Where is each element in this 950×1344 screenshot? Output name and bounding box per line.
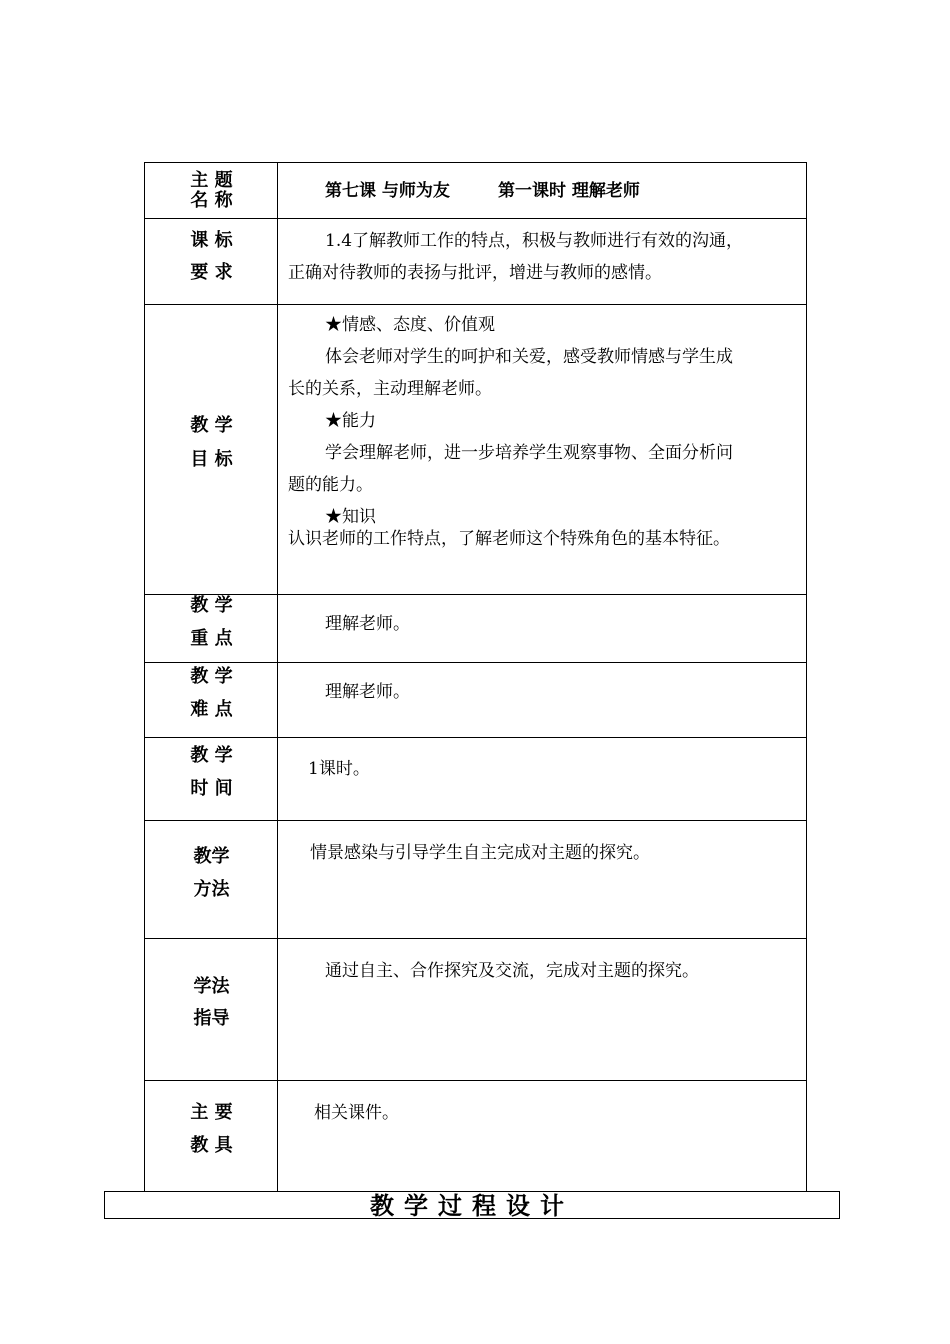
content-cell	[278, 595, 806, 662]
row-method	[144, 820, 807, 939]
label-line: 主 要	[190, 1102, 233, 1123]
label-line: 难 点	[190, 699, 233, 720]
label-line: 教 学	[190, 415, 233, 436]
label-cell	[145, 305, 278, 594]
label-line: 教 具	[190, 1135, 233, 1156]
content-cell	[278, 1081, 806, 1191]
label-line: 名 称	[190, 190, 233, 211]
label-cell	[145, 219, 278, 304]
content-cell	[278, 939, 806, 1080]
content-cell	[278, 821, 806, 938]
label-line: 主 题	[190, 170, 233, 191]
label-line: 方法	[193, 879, 230, 900]
label-line: 目 标	[190, 449, 233, 470]
row-study-guide	[144, 938, 807, 1081]
row-difficulty	[144, 662, 807, 738]
row-time	[144, 737, 807, 821]
row-key-point	[144, 594, 807, 663]
label-line: 要 求	[190, 262, 233, 283]
method-text: 情景感染与引导学生自主完成对主题的探究。	[310, 843, 650, 863]
label-line: 教学	[193, 846, 230, 867]
objective-text: 认识老师的工作特点，了解老师这个特殊角色的基本特征。	[288, 529, 730, 549]
content-cell	[278, 305, 806, 594]
lesson-title: 第七课 与师为友	[325, 181, 450, 201]
row-standard	[144, 218, 807, 305]
label-line: 学法	[193, 976, 230, 997]
time-text: 1课时。	[308, 759, 370, 779]
label-cell	[145, 163, 278, 218]
label-line: 教 学	[190, 595, 233, 616]
tools-text: 相关课件。	[314, 1103, 399, 1123]
content-cell	[278, 663, 806, 737]
process-design-heading: 教学过程设计	[104, 1191, 840, 1219]
label-line: 教 学	[190, 666, 233, 687]
label-line: 重 点	[190, 628, 233, 649]
standard-line: 1.4了解教师工作的特点，积极与教师进行有效的沟通，	[325, 231, 744, 251]
objective-heading: ★知识	[325, 507, 376, 527]
label-line: 指导	[193, 1008, 230, 1029]
label-cell	[145, 738, 278, 820]
objective-text: 题的能力。	[288, 475, 373, 495]
row-topic	[144, 162, 807, 219]
label-line: 教 学	[190, 745, 233, 766]
label-cell	[145, 663, 278, 737]
label-line: 课 标	[190, 230, 233, 251]
session-title: 第一课时 理解老师	[498, 181, 640, 201]
objective-heading: ★能力	[325, 411, 376, 431]
row-tools	[144, 1080, 807, 1192]
objective-text: 体会老师对学生的呵护和关爱，感受教师情感与学生成	[325, 347, 733, 367]
label-cell	[145, 939, 278, 1080]
objective-heading: ★情感、态度、价值观	[325, 315, 495, 335]
label-cell	[145, 821, 278, 938]
label-cell	[145, 595, 278, 662]
row-objectives	[144, 304, 807, 595]
objective-text: 学会理解老师，进一步培养学生观察事物、全面分析问	[325, 443, 733, 463]
objective-text: 长的关系，主动理解老师。	[288, 379, 492, 399]
label-line: 时 间	[190, 778, 233, 799]
content-cell	[278, 738, 806, 820]
label-cell	[145, 1081, 278, 1191]
content-cell	[278, 163, 806, 218]
standard-line: 正确对待教师的表扬与批评，增进与教师的感情。	[288, 263, 662, 283]
key-point-text: 理解老师。	[325, 614, 410, 634]
study-guide-text: 通过自主、合作探究及交流，完成对主题的探究。	[325, 961, 699, 981]
content-cell	[278, 219, 806, 304]
difficulty-text: 理解老师。	[325, 682, 410, 702]
